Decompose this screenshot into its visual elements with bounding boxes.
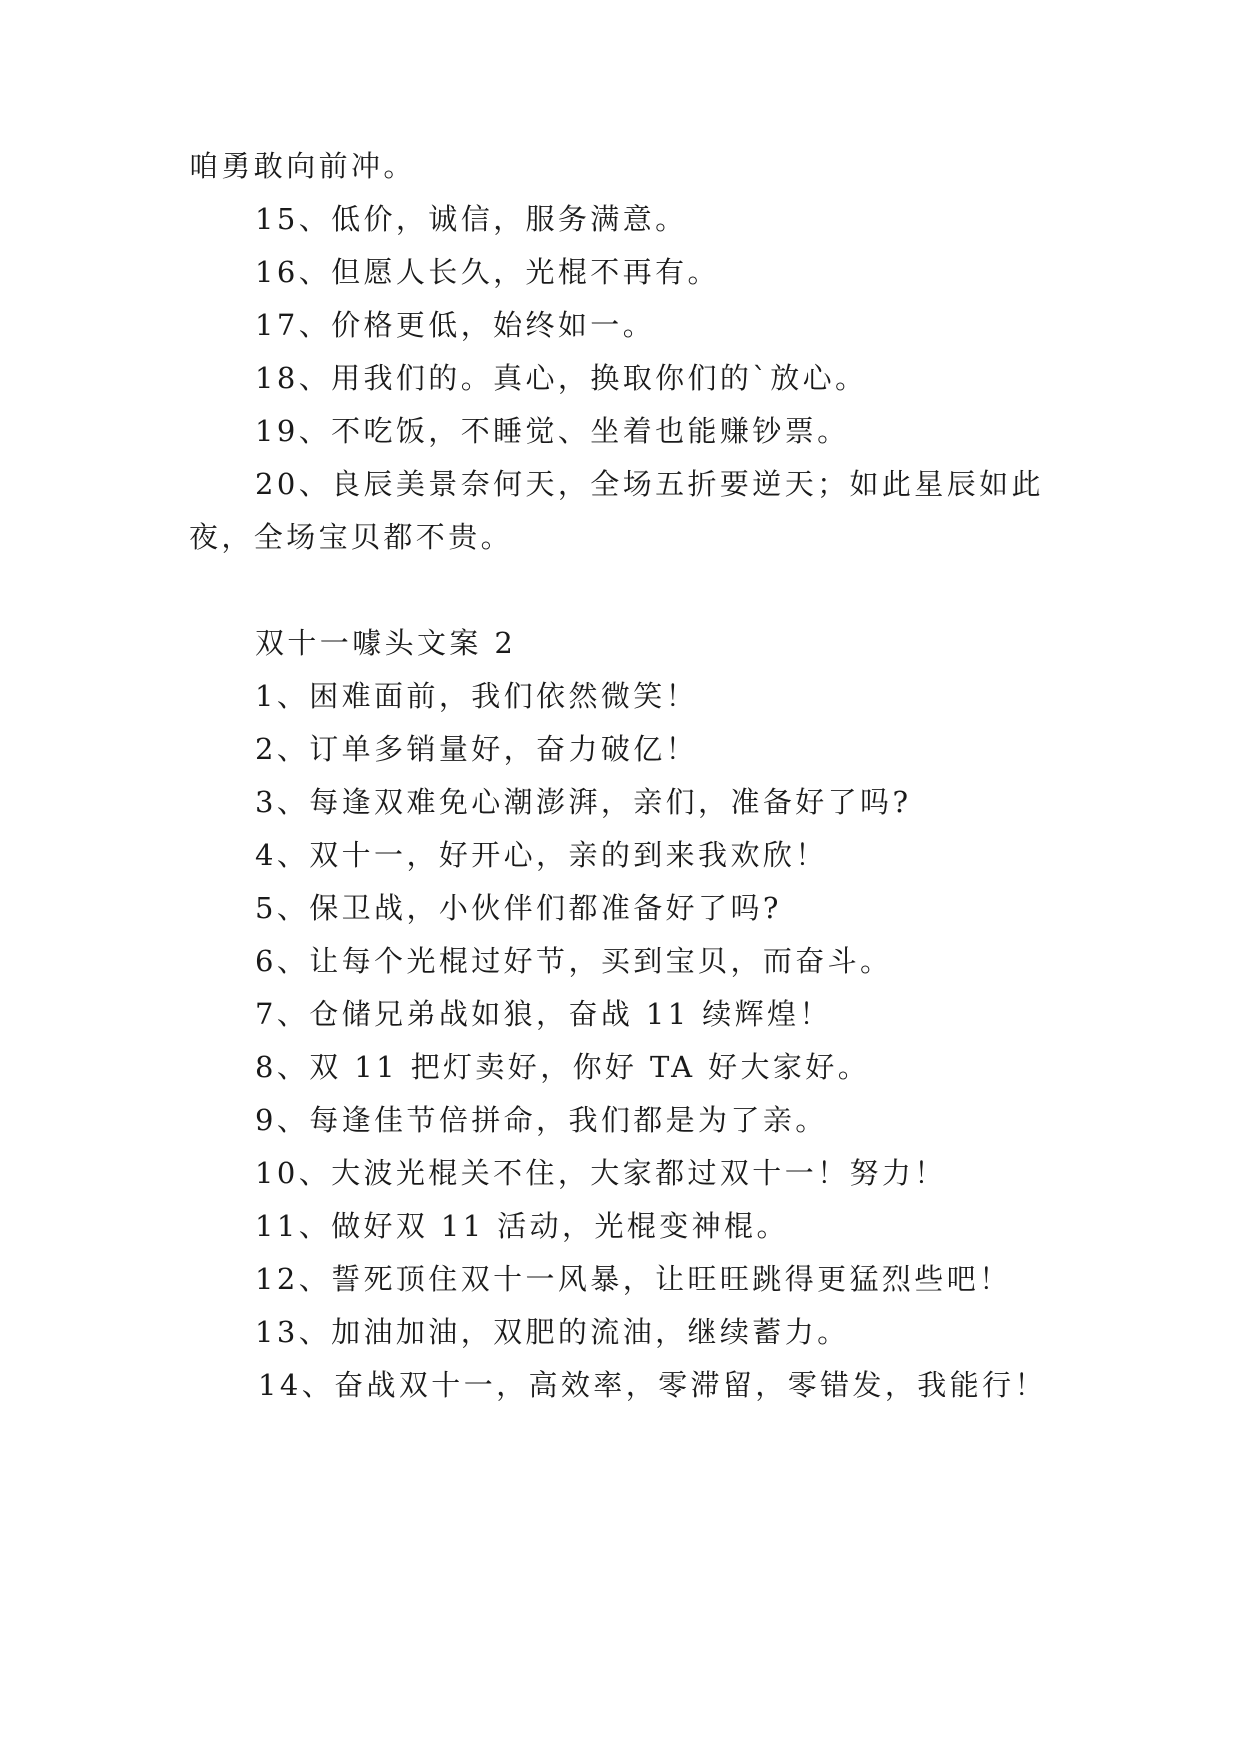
list-item: 7、仓储兄弟战如狼，奋战 11 续辉煌！: [255, 997, 832, 1031]
list-item: 9、每逢佳节倍拼命，我们都是为了亲。: [255, 1103, 828, 1137]
list-item: 18、用我们的。真心，换取你们的`放心。: [255, 361, 868, 395]
list-item: 16、但愿人长久，光棍不再有。: [255, 255, 720, 289]
list-item: 4、双十一，好开心，亲的到来我欢欣！: [255, 838, 828, 872]
list-item: 8、双 11 把灯卖好，你好 TA 好大家好。: [255, 1050, 871, 1084]
list-item: 10、大波光棍关不住，大家都过双十一！努力！: [255, 1156, 947, 1190]
list-item: 6、让每个光棍过好节，买到宝贝，而奋斗。: [255, 944, 893, 978]
list-item: 1、困难面前，我们依然微笑！: [255, 679, 699, 713]
list-item: 12、誓死顶住双十一风暴，让旺旺跳得更猛烈些吧！: [255, 1262, 1012, 1296]
list-item: 5、保卫战，小伙伴们都准备好了吗?: [255, 891, 782, 925]
list-item: 13、加油加油，双肥的流油，继续蓄力。: [255, 1315, 850, 1349]
section-heading: 双十一噱头文案 2: [255, 626, 517, 660]
list-item: 19、不吃饭，不睡觉、坐着也能赚钞票。: [255, 414, 850, 448]
list-item: 20、良辰美景奈何天，全场五折要逆天；如此星辰如此: [255, 467, 1044, 501]
list-item: 11、做好双 11 活动，光棍变神棍。: [255, 1209, 789, 1243]
list-item: 17、价格更低，始终如一。: [255, 308, 656, 342]
list-item: 3、每逢双难免心潮澎湃，亲们，准备好了吗?: [255, 785, 912, 819]
paragraph-continuation: 咱勇敢向前冲。: [189, 149, 416, 183]
list-item: 15、低价，诚信，服务满意。: [255, 202, 688, 236]
list-item: 2、订单多销量好，奋力破亿！: [255, 732, 699, 766]
list-item: 14、奋战双十一，高效率，零滞留，零错发，我能行！: [258, 1368, 1047, 1402]
list-item-continuation: 夜，全场宝贝都不贵。: [189, 520, 514, 554]
